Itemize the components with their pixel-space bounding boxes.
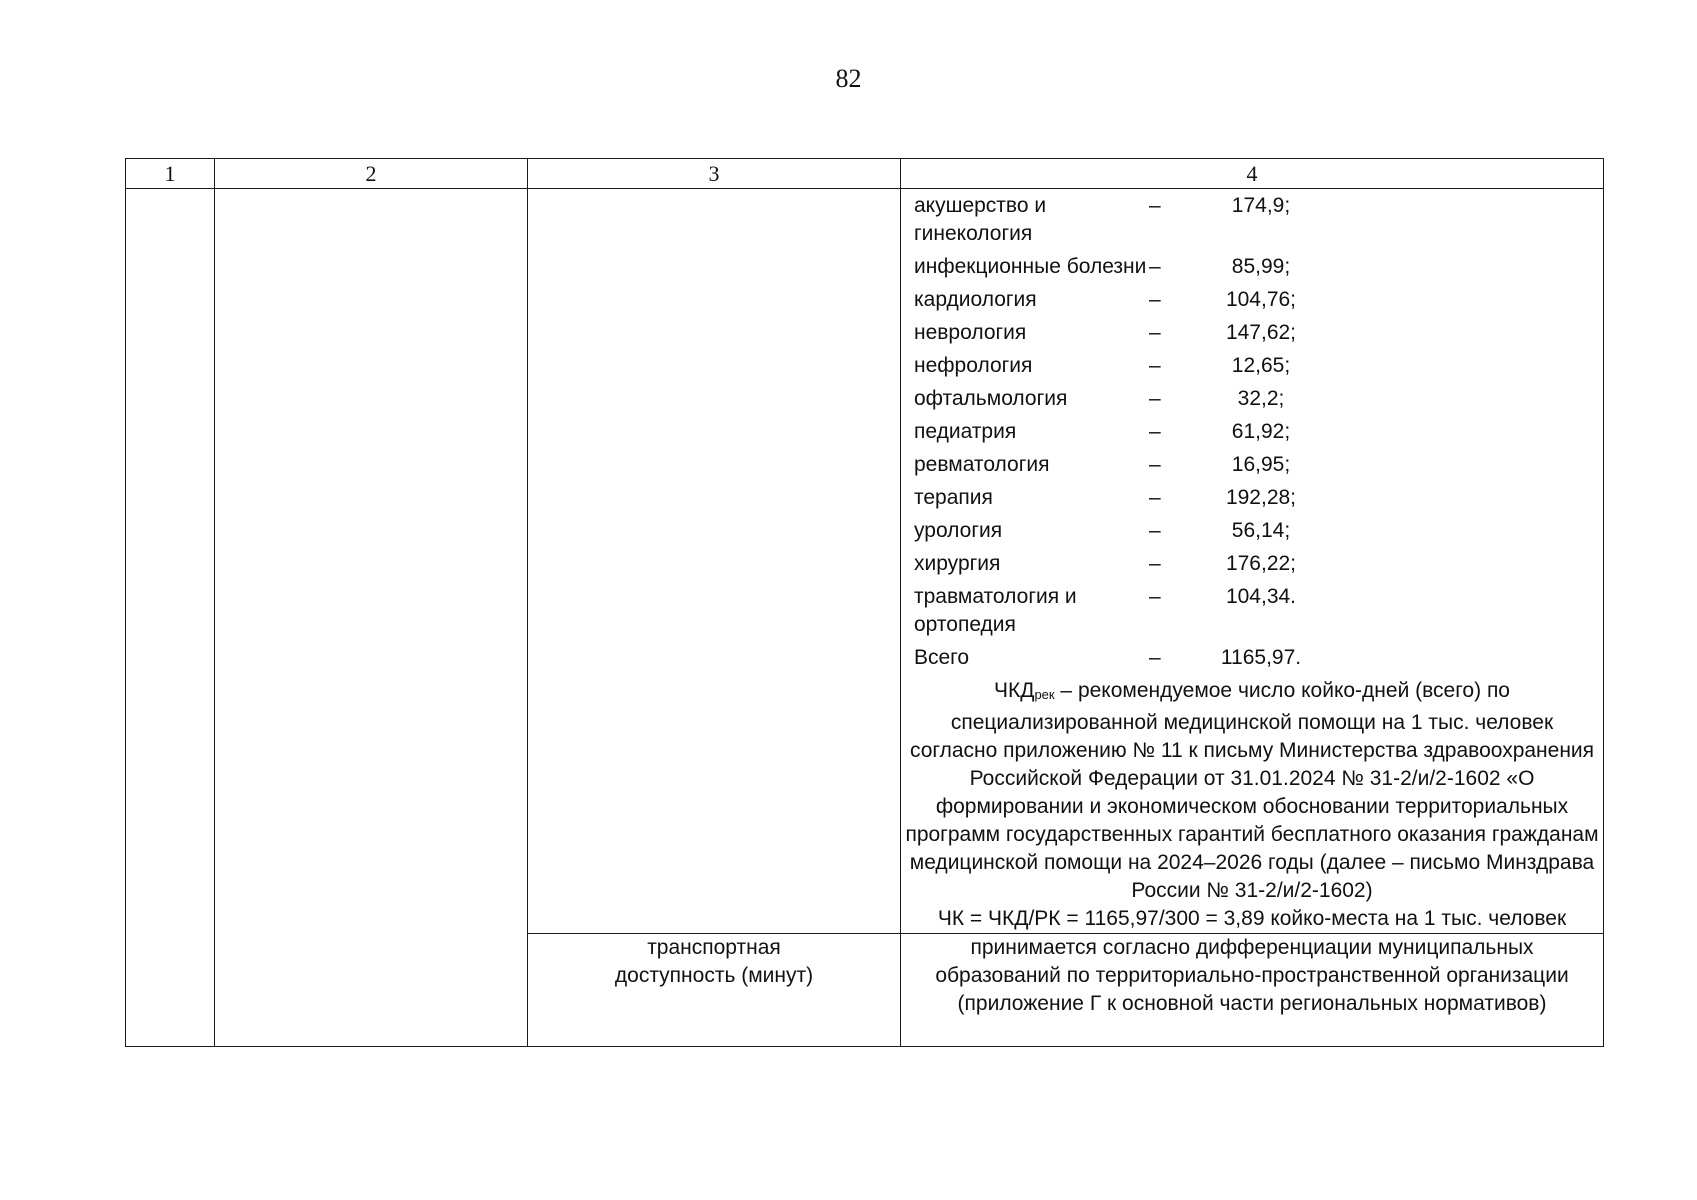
value-number: 12,65; [1231, 354, 1291, 377]
value-dash: – [1149, 453, 1161, 476]
value-name: хирургия [914, 552, 1001, 575]
list-item [901, 192, 1603, 248]
list-item [901, 253, 1603, 281]
value-number: 16,95; [1231, 453, 1291, 476]
list-item [901, 550, 1603, 578]
cell-col-3 [528, 189, 901, 934]
formula: ЧК = ЧКД/РК = 1165,97/300 = 3,89 койко-места на 1 тыс. человек [937, 907, 1567, 930]
value-name: инфекционные болезни [914, 255, 1147, 278]
value-dash: – [1149, 387, 1161, 410]
page-number: 82 [835, 64, 862, 93]
value-name: офтальмология [914, 387, 1068, 410]
value-dash: – [1149, 420, 1161, 443]
value-number: 61,92; [1231, 420, 1291, 443]
list-item [901, 644, 1603, 672]
value-name: нефрология [914, 354, 1033, 377]
header-col-3: 3 [528, 159, 901, 189]
list-item [901, 352, 1603, 380]
value-dash: – [1149, 194, 1161, 217]
cell-col-4 [901, 189, 1604, 934]
value-dash: – [1149, 552, 1161, 575]
list-item [901, 418, 1603, 446]
value-number: 104,34. [1225, 585, 1297, 608]
value-number: 1165,97. [1220, 646, 1302, 669]
explanation-body: – рекомендуемое число койко-дней (всего) по специализированной медицинской помощи на 1 тыс. человек согласно приложению № 11 к письму Министерства здравоохранения Российской Федерации от 31.01.2024 № 31-2/и/2-1602 «О формировании и экономическом обосновании территориальных программ государственных гарантий бесплатного оказания гражданам медицинской помощи на 2024–2026 годы (далее – письмо Минздрава России № 31-2/и/2-1602) [905, 679, 1599, 902]
list-item [901, 517, 1603, 545]
value-number: 56,14; [1231, 519, 1291, 542]
transport-accessibility-value: принимается согласно дифференциации муниципальных образований по территориально-пространственной организации (приложение Г к основной части региональных нормативов) [901, 934, 1604, 1047]
table-row [126, 189, 1604, 934]
value-number: 104,76; [1225, 288, 1297, 311]
value-name: ревматология [914, 453, 1050, 476]
value-number: 192,28; [1225, 486, 1297, 509]
value-dash: – [1149, 585, 1161, 608]
value-number: 85,99; [1231, 255, 1291, 278]
value-name: кардиология [914, 288, 1037, 311]
standards-table [125, 158, 1604, 1047]
value-name: терапия [914, 486, 993, 509]
list-item [901, 385, 1603, 413]
header-col-1: 1 [126, 159, 215, 189]
value-dash: – [1149, 288, 1161, 311]
value-name: урология [914, 519, 1003, 542]
explanation-subscript: рек [1034, 687, 1055, 702]
value-number: 174,9; [1231, 194, 1291, 217]
cell-col-1 [126, 189, 215, 1047]
explanation-symbol: ЧКД [993, 679, 1035, 702]
value-name: травматология и ортопедия [914, 585, 1077, 636]
value-name: педиатрия [914, 420, 1017, 443]
list-item [901, 583, 1603, 639]
value-number: 147,62; [1225, 321, 1297, 344]
value-dash: – [1149, 486, 1161, 509]
header-row [126, 159, 1604, 189]
header-col-4: 4 [901, 159, 1604, 189]
value-dash: – [1149, 354, 1161, 377]
header-col-2: 2 [215, 159, 528, 189]
value-dash: – [1149, 321, 1161, 344]
value-name: Всего [914, 646, 970, 669]
value-dash: – [1149, 519, 1161, 542]
value-number: 176,22; [1225, 552, 1297, 575]
value-name: неврология [914, 321, 1027, 344]
value-name: акушерство и гинекология [914, 194, 1047, 245]
bed-days-list [901, 189, 1603, 672]
list-item [901, 484, 1603, 512]
transport-accessibility-label: транспортная доступность (минут) [528, 934, 901, 1047]
explanation-text [901, 677, 1603, 933]
list-item [901, 451, 1603, 479]
value-dash: – [1149, 646, 1161, 669]
cell-col-2 [215, 189, 528, 1047]
list-item [901, 319, 1603, 347]
list-item [901, 286, 1603, 314]
value-number: 32,2; [1237, 387, 1285, 410]
value-dash: – [1149, 255, 1161, 278]
